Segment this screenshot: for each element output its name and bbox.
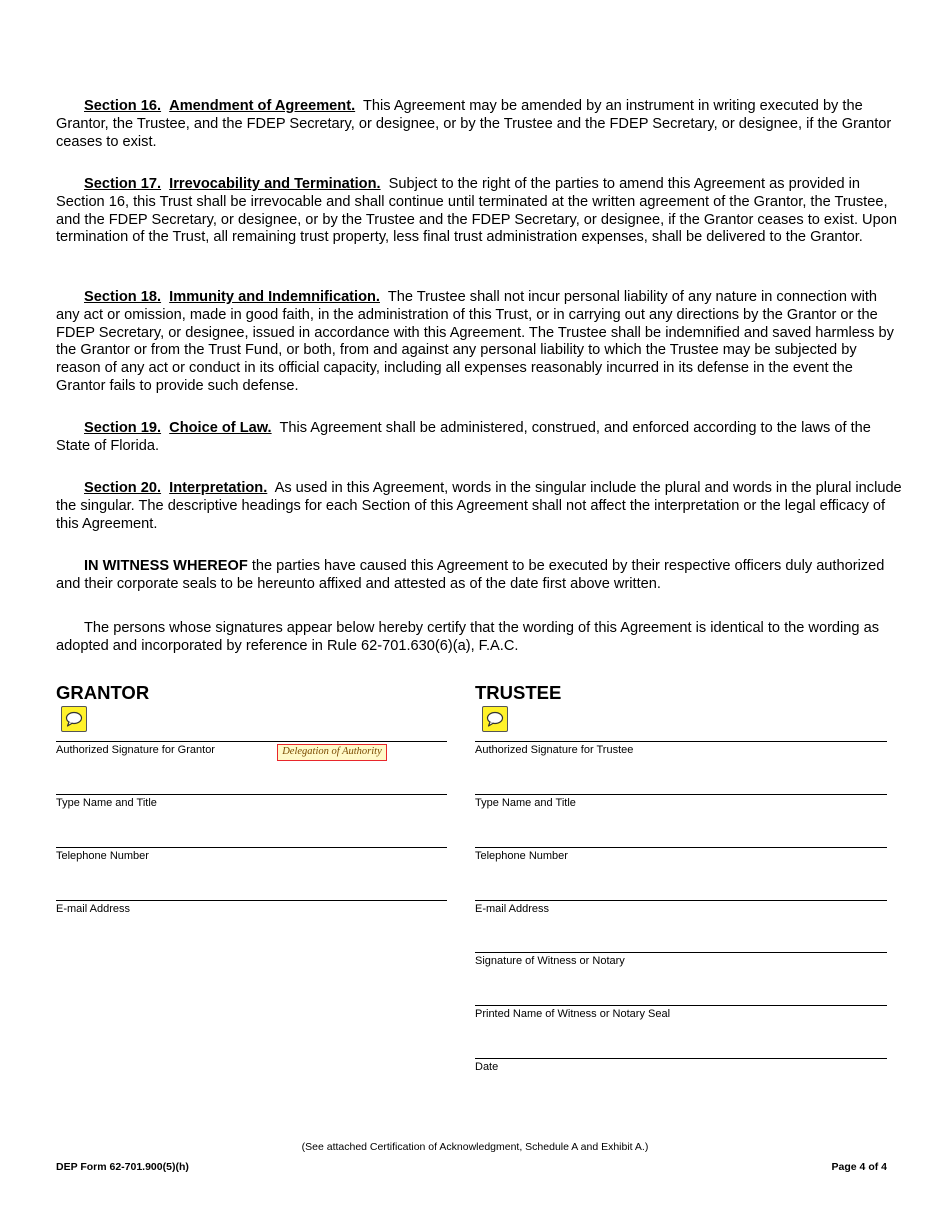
section-17 [56,176,902,247]
email-line[interactable] [56,900,447,901]
grantor-title: GRANTOR [56,682,150,703]
section-number: Section 18. [84,289,162,305]
section-heading: Choice of Law. [169,420,272,436]
trustee-title: TRUSTEE [475,682,562,703]
form-number: DEP Form 62-701.900(5)(h) [56,1161,189,1173]
section-heading: Amendment of Agreement. [169,98,356,114]
grantor-signature-label: Authorized Signature for Grantor [56,744,215,756]
witness-signature-label: Signature of Witness or Notary [475,955,625,967]
witness-name-line[interactable] [475,1005,887,1006]
section-19 [56,420,902,456]
grantor-name-title-label: Type Name and Title [56,797,157,809]
trustee-name-title-label: Type Name and Title [475,797,576,809]
date-label: Date [475,1061,499,1073]
telephone-line[interactable] [56,847,447,848]
witness-lead: IN WITNESS WHEREOF [84,558,248,574]
trustee-signature-label: Authorized Signature for Trustee [475,744,634,756]
section-text: This Agreement shall be administered, construed, and enforced according to the laws of the State of Florida. [56,420,871,454]
witness-signature-line[interactable] [475,952,887,953]
section-number: Section 16. [84,98,162,114]
delegation-of-authority-stamp[interactable]: Delegation of Authority [277,744,387,761]
witness-text: the parties have caused this Agreement to be executed by their respective officers duly authorized and their corporate seals to be hereunto affixed and attested as of the date first above written. [56,558,885,592]
section-heading: Interpretation. [169,480,268,496]
section-16 [56,98,902,151]
section-text: Subject to the right of the parties to amend this Agreement as provided in Section 16, this Trust shall be irrevocable and shall continue until terminated at the written agreement of the Grantor, the Trustee, and the FDEP Secretary, or designee, or by the Trustee and the FDEP Secretary, or designee, if the Grantor ceases to exist. Upon termination of the Trust, all remaining trust property, less final trust administration expenses, shall be delivered to the Grantor. [56,176,897,246]
telephone-line[interactable] [475,847,887,848]
grantor-telephone-label: Telephone Number [56,850,149,862]
section-text: This Agreement may be amended by an instrument in writing executed by the Grantor, the Trustee, and the FDEP Secretary, or designee, or by the Trustee and the FDEP Secretary, or designee, if the Grantor ceases to exist. [56,98,892,150]
page-number: Page 4 of 4 [831,1161,887,1173]
witness-name-label: Printed Name of Witness or Notary Seal [475,1008,671,1020]
comment-note-icon[interactable] [61,706,87,732]
section-text: As used in this Agreement, words in the singular include the plural and words in the plural include the singular. The descriptive headings for each Section of this Agreement shall not affect the interpretation or the legal efficacy of this Agreement. [56,480,902,532]
section-text: The Trustee shall not incur personal liability of any nature in connection with any act or omission, made in good faith, in the administration of this Trust, or in carrying out any directions by the Grantor or the FDEP Secretary, or designee, issued in accordance with this Agreement. The Trustee shall be indemnified and saved harmless by the Grantor or from the Trust Fund, or both, from and against any personal liability to which the Trustee may be subjected by reason of any act or conduct in its official capacity, including all expenses reasonably incurred in its defense in the event the Grantor fails to provide such defense. [56,289,894,394]
footer-note: (See attached Certification of Acknowledgment, Schedule A and Exhibit A.) [301,1141,649,1153]
certify-text: The persons whose signatures appear below hereby certify that the wording of this Agreement is identical to the wording as adopted and incorporated by reference in Rule 62-701.630(6)(a), F.A.C. [56,620,879,654]
section-heading: Immunity and Indemnification. [169,289,380,305]
certify-paragraph [56,620,902,656]
trustee-email-label: E-mail Address [475,903,549,915]
signature-line[interactable] [475,741,887,742]
section-number: Section 17. [84,176,162,192]
section-20 [56,480,902,533]
trustee-telephone-label: Telephone Number [475,850,568,862]
section-heading: Irrevocability and Termination. [169,176,381,192]
grantor-email-label: E-mail Address [56,903,130,915]
name-title-line[interactable] [475,794,887,795]
comment-note-icon[interactable] [482,706,508,732]
email-line[interactable] [475,900,887,901]
section-number: Section 19. [84,420,162,436]
signature-line[interactable] [56,741,447,742]
date-line[interactable] [475,1058,887,1059]
section-18 [56,289,902,396]
section-number: Section 20. [84,480,162,496]
witness-paragraph [56,558,902,594]
name-title-line[interactable] [56,794,447,795]
